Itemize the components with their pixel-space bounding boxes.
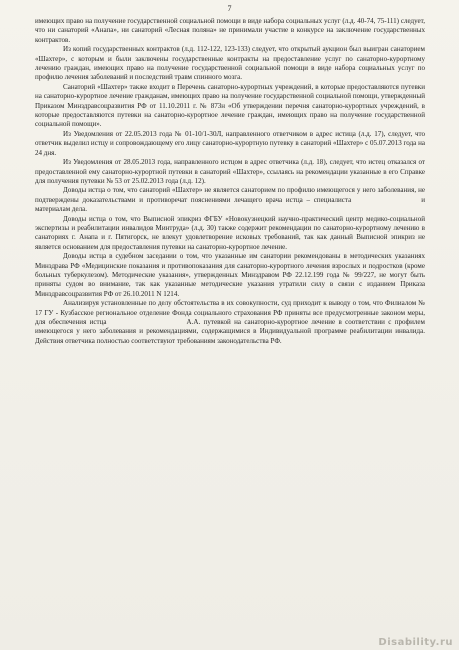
paragraph: Санаторий «Шахтер» также входит в Перечень санаторно-курортных учреждений, в которые предоставляются путевки на санаторно-курортное лечение гражданам, имеющих право на получение государственной социальной помощи, утвержденный Приказом Минздравсоцразвития РФ от 11.10.2011 г. № 873н «Об утверждении перечня санаторно-курортных учреждений, в которые предоставляются путевки на санаторно-курортное лечение граждан, имеющих право на получение государственной социальной помощи». xyxy=(35,82,425,129)
paragraph: Из Уведомления от 22.05.2013 года № 01-10/1-30Л, направленного ответчиком в адрес истица (л.д. 17), следует, что ответчик выделил истцу и сопровождающему его лицу санаторно-курортную путевку в санаторий «Шахтер» с 05.07.2013 года на 24 дня. xyxy=(35,129,425,157)
paragraph: Доводы истца о том, что Выписной эпикриз ФГБУ «Новокузнецкий научно-практический центр медико-социальной экспертизы и реабилитации инвалидов Минтруда» (л.д. 30) также содержит рекомендации по санаторно-курортному лечению в санаториях г. Анапа и г. Пятигорск, не влекут удовлетворение исковых требований, так как данный Выписной эпикриз не является основанием для предоставления путевки на санаторно-курортное лечение. xyxy=(35,214,425,251)
paragraph-part: Анализируя установленные по делу обстоятельства в их совокупности, суд приходит к выводу о том, что Филиалом № 17 ГУ - Кузбасское региональное отделение Фонда социального страхования РФ приняты все предусмотренные законом меры, для обеспечения истца xyxy=(35,299,425,326)
page-number: 7 xyxy=(227,4,232,13)
paragraph: имеющих право на получение государственной социальной помощи в виде набора социальных услуг (л.д. 40-74, 75-111) следует, что ни санаторий «Анапа», ни санаторий «Лесная поляна» не принимали участие в конкурсе на заключение государственных контрактов. xyxy=(35,17,425,44)
paragraph-part: А.А. путевкой на санаторно-курортное лечение в соответствии с профилем имеющегося у него заболевания и рекомендациями, содержащимися в Индивидуальной программе реабилитации инвалида. Действия ответчика полностью соответствуют требованиям законодательства РФ. xyxy=(35,318,426,345)
paragraph-part: Доводы истца о том, что санаторий «Шахтер» не является санаторием по профилю имеющегося у него заболевания, не подтверждены доказательствами и противоречат пояснениями лечащего врача истца – специалиста xyxy=(35,186,425,204)
document-body xyxy=(35,17,425,346)
paragraph: Доводы истца в судебном заседании о том, что указанные им санатории рекомендованы в методических указаниях Минздрава РФ «Медицинские показания и противопоказания для санаторно-курортного лечения взрослых и подростков (кроме больных туберкулезом). Методические указания», утвержденных Минздравом РФ 22.12.199 года № 99/227, не могут быть приняты судом во внимание, так как указанные методические указания утратили силу в связи с изданием Приказа Минздравсоцразвития РФ от 26.10.2011 N 1214. xyxy=(35,252,425,298)
paragraph: Из Уведомления от 28.05.2013 года, направленного истцом в адрес ответчика (л.д. 18), следует, что истец отказался от предоставленной ему санаторно-курортной путевки в санаторий «Шахтер», ссылаясь на рекомендации указанные в его Справке для получения путевки № 53 от 25.02.2013 года (л.д. 12). xyxy=(35,158,425,185)
watermark: Disability.ru xyxy=(378,637,453,648)
paragraph xyxy=(35,186,425,214)
paragraph: Из копий государственных контрактов (л.д. 112-122, 123-133) следует, что открытый аукцион был выигран санаторием «Шахтер», с которым и были заключены государственные контракты на предоставление услуг по санаторно-курортному лечению граждан, имеющих право на получение государственной социальной помощи в виде набора социальных услуг по профилю лечения заболеваний и последствий травм спинного мозга. xyxy=(35,45,425,82)
paragraph xyxy=(35,299,425,346)
paragraph-part: и материалам дела. xyxy=(35,195,425,214)
